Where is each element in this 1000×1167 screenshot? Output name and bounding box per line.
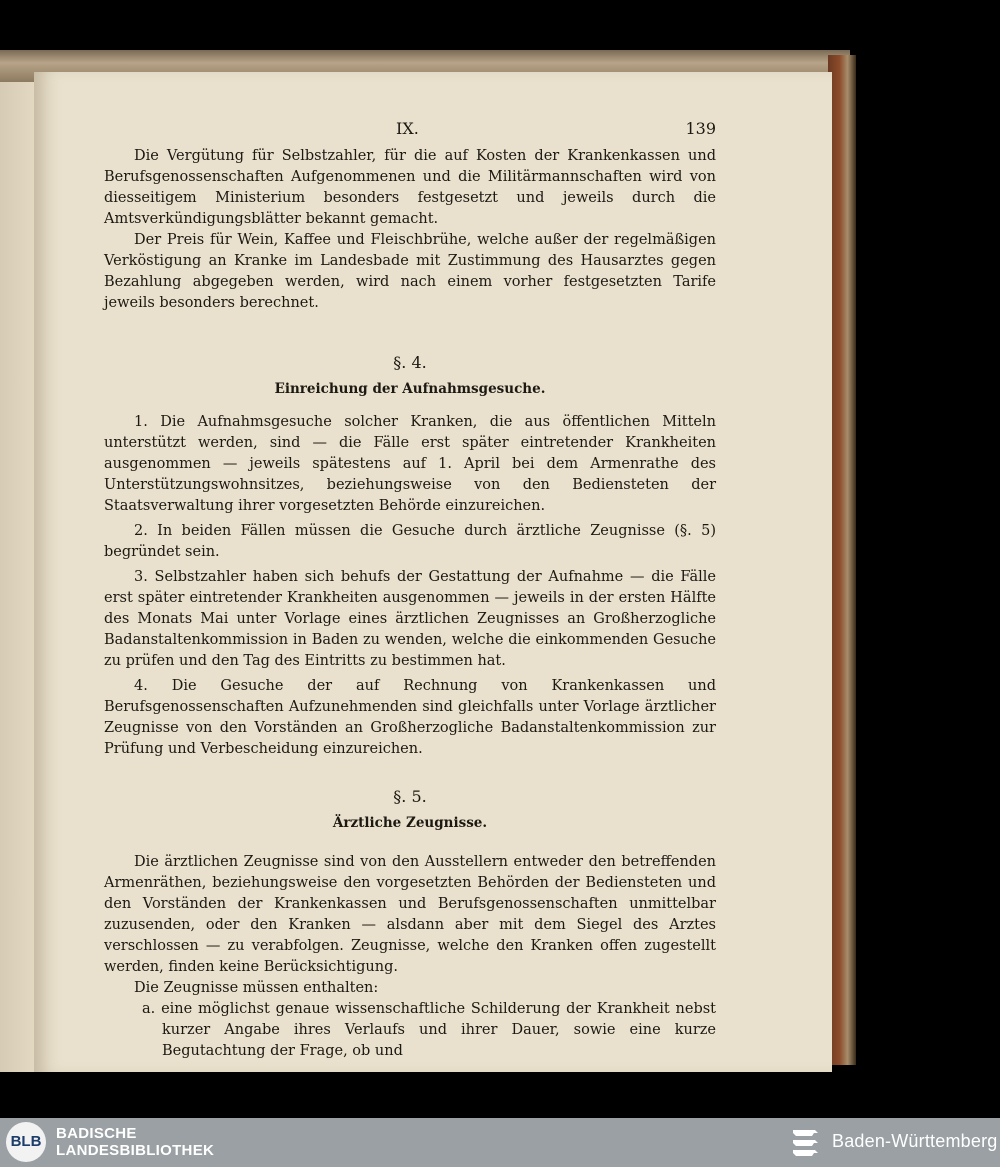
- section-5-number: §. 5.: [393, 787, 427, 806]
- library-name-line-2: LANDESBIBLIOTHEK: [56, 1142, 215, 1159]
- section-5-title: Ärztliche Zeugnisse.: [332, 815, 488, 831]
- lions-crest-icon: [790, 1124, 822, 1160]
- section-4-number: §. 4.: [393, 353, 427, 372]
- section-label: IX.: [396, 119, 419, 138]
- page-number: 139: [685, 119, 716, 138]
- section-5-paragraph-2: Die Zeugnisse müssen enthalten:: [134, 980, 379, 996]
- book-page: [34, 72, 832, 1072]
- blb-logo[interactable]: BLB: [6, 1122, 46, 1162]
- viewer-footer: [0, 1118, 1000, 1167]
- section-5-paragraph-1: Die ärztlichen Zeugnisse sind von den Ausstellern entweder den betreffenden Armenräthen, beziehungsweise den vorgesetzten Behörden der Bediensteten und den Vorständen der Krankenkassen und Berufsgenossenschaften unmittelbar zuzusenden, oder den Kranken — alsdann aber mit dem Siegel des Arztes verschlossen — zu verabfolgen. Zeugnisse, welche den Kranken offen zugestellt werden, finden keine Berücksichtigung.: [104, 854, 716, 975]
- section-4-item: 3. Selbstzahler haben sich behufs der Gestattung der Aufnahme — die Fälle erst später eintretender Krankheiten ausgenommen — jeweils in der ersten Hälfte des Monats Mai unter Vorlage eines ärztlichen Zeugnisses an Großherzogliche Badanstaltenkommission in Baden zu wenden, welche die einkommenden Gesuche zu prüfen und den Tag des Eintritts zu bestimmen hat.: [104, 569, 716, 669]
- section-4-item: 1. Die Aufnahmsgesuche solcher Kranken, die aus öffentlichen Mitteln unterstützt werden, sind — die Fälle erst später eintretender Krankheiten ausgenommen — jeweils spätestens auf 1. April bei dem Armenrathe des Unterstützungswohnsitzes, beziehungsweise von den Bediensteten der Staatsverwaltung ihrer vorgesetzten Behörde einzureichen.: [104, 414, 716, 514]
- state-name[interactable]: Baden-Württemberg: [832, 1131, 998, 1151]
- section-4-title: Einreichung der Aufnahmsgesuche.: [274, 381, 546, 397]
- library-name: [56, 1125, 214, 1159]
- section-5-item-a: a. eine möglichst genaue wissenschaftliche Schilderung der Krankheit nebst kurzer Angabe ihres Verlaufs und ihrer Dauer, sowie eine kurze Begutachtung der Frage, ob und: [142, 1001, 716, 1059]
- section-4-item: 4. Die Gesuche der auf Rechnung von Krankenkassen und Berufsgenossenschaften Aufzunehmenden sind gleichfalls unter Vorlage ärztlicher Zeugnisse von den Vorständen an Großherzogliche Badanstaltenkommission zur Prüfung und Verbescheidung einzureichen.: [104, 678, 716, 757]
- intro-paragraph-2: Der Preis für Wein, Kaffee und Fleischbrühe, welche außer der regelmäßigen Verköstigung an Kranke im Landesbade mit Zustimmung des Hausarztes gegen Bezahlung abgegeben werden, wird nach einem vorher festgesetzten Tarife jeweils besonders berechnet.: [104, 232, 716, 311]
- running-header: [104, 118, 716, 144]
- page-text-block: [104, 118, 716, 1062]
- facing-page-edge: [0, 82, 34, 1072]
- library-name-line-1: BADISCHE: [56, 1125, 137, 1142]
- book-cover-edge: [828, 55, 856, 1065]
- intro-paragraph-1: Die Vergütung für Selbstzahler, für die auf Kosten der Krankenkassen und Berufsgenossenschaften Aufgenommenen und die Militärmannschaften wird von diesseitigem Ministerium besonders festgesetzt und jeweils durch die Amtsverkündigungsblätter bekannt gemacht.: [104, 148, 716, 227]
- section-4-item: 2. In beiden Fällen müssen die Gesuche durch ärztliche Zeugnisse (§. 5) begründet sein.: [104, 523, 716, 560]
